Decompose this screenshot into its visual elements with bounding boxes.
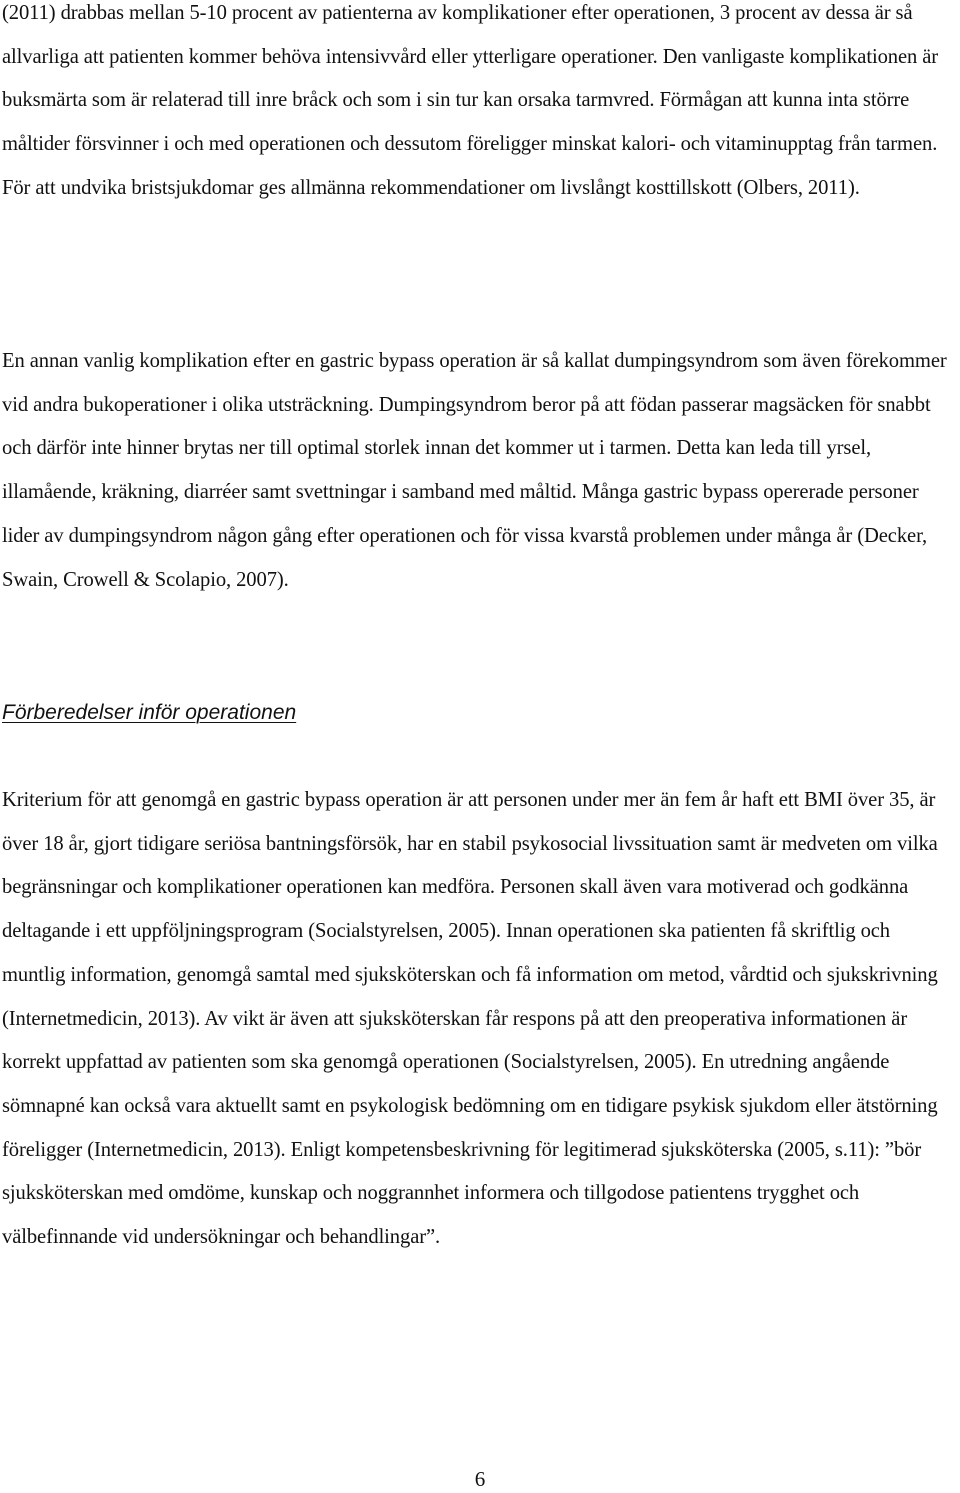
section-heading: Förberedelser inför operationen	[2, 701, 297, 724]
paragraph-preparation: Kriterium för att genomgå en gastric bypass operation är att personen under mer än fem år haft ett BMI över 35, är över 18 år, gjort tidigare seriösa bantningsförsök, har en stabil psykosocial livssituation samt är medveten om vilka begränsningar och komplikationer operationen kan medföra. Personen skall även vara motiverad och godkänna deltagande i ett uppföljningsprogram (Socialstyrelsen, 2005). Innan operationen ska patienten få skriftlig och muntlig information, genomgå samtal med sjuksköterskan och få information om metod, vårdtid och sjukskrivning (Internetmedicin, 2013). Av vikt är även att sjuksköterskan får respons på att den preoperativa informationen är korrekt uppfattad av patienten som ska genomgå operationen (Socialstyrelsen, 2005). En utredning angående sömnapné kan också vara aktuellt samt en psykologisk bedömning om en tidigare psykisk sjukdom eller ätstörning föreligger (Internetmedicin, 2013). Enligt kompetensbeskrivning för legitimerad sjuksköterska (2005, s.11): ”bör sjuksköterskan med omdöme, kunskap och noggrannhet informera och tillgodose patientens trygghet och välbefinnande vid undersökningar och behandlingar”.	[2, 789, 938, 1249]
paragraph-dumping-syndrome: En annan vanlig komplikation efter en gastric bypass operation är så kallat dumpingsyndrom som även förekommer vid andra bukoperationer i olika utsträckning. Dumpingsyndrom beror på att födan passerar magsäcken för snabbt och därför inte hinner brytas ner till optimal storlek innan det kommer ut i tarmen. Detta kan leda till yrsel, illamående, kräkning, diarréer samt svettningar i samband med måltid. Många gastric bypass opererade personer lider av dumpingsyndrom någon gång efter operationen och för vissa kvarstå problemen under många år (Decker, Swain, Crowell & Scolapio, 2007).	[2, 350, 947, 591]
paragraph-complications: (2011) drabbas mellan 5-10 procent av patienterna av komplikationer efter operationen, 3 procent av dessa är så allvarliga att patienten kommer behöva intensivvård eller ytterligare operationer. Den vanligaste komplikationen är buksmärta som är relaterad till inre bråck och som i sin tur kan orsaka tarmvred. Förmågan att kunna inta större måltider försvinner i och med operationen och dessutom föreligger minskat kalori- och vitaminupptag från tarmen. För att undvika bristsjukdomar ges allmänna rekommendationer om livslångt kosttillskott (Olbers, 2011).	[2, 2, 939, 199]
page-number: 6	[474, 1467, 486, 1491]
